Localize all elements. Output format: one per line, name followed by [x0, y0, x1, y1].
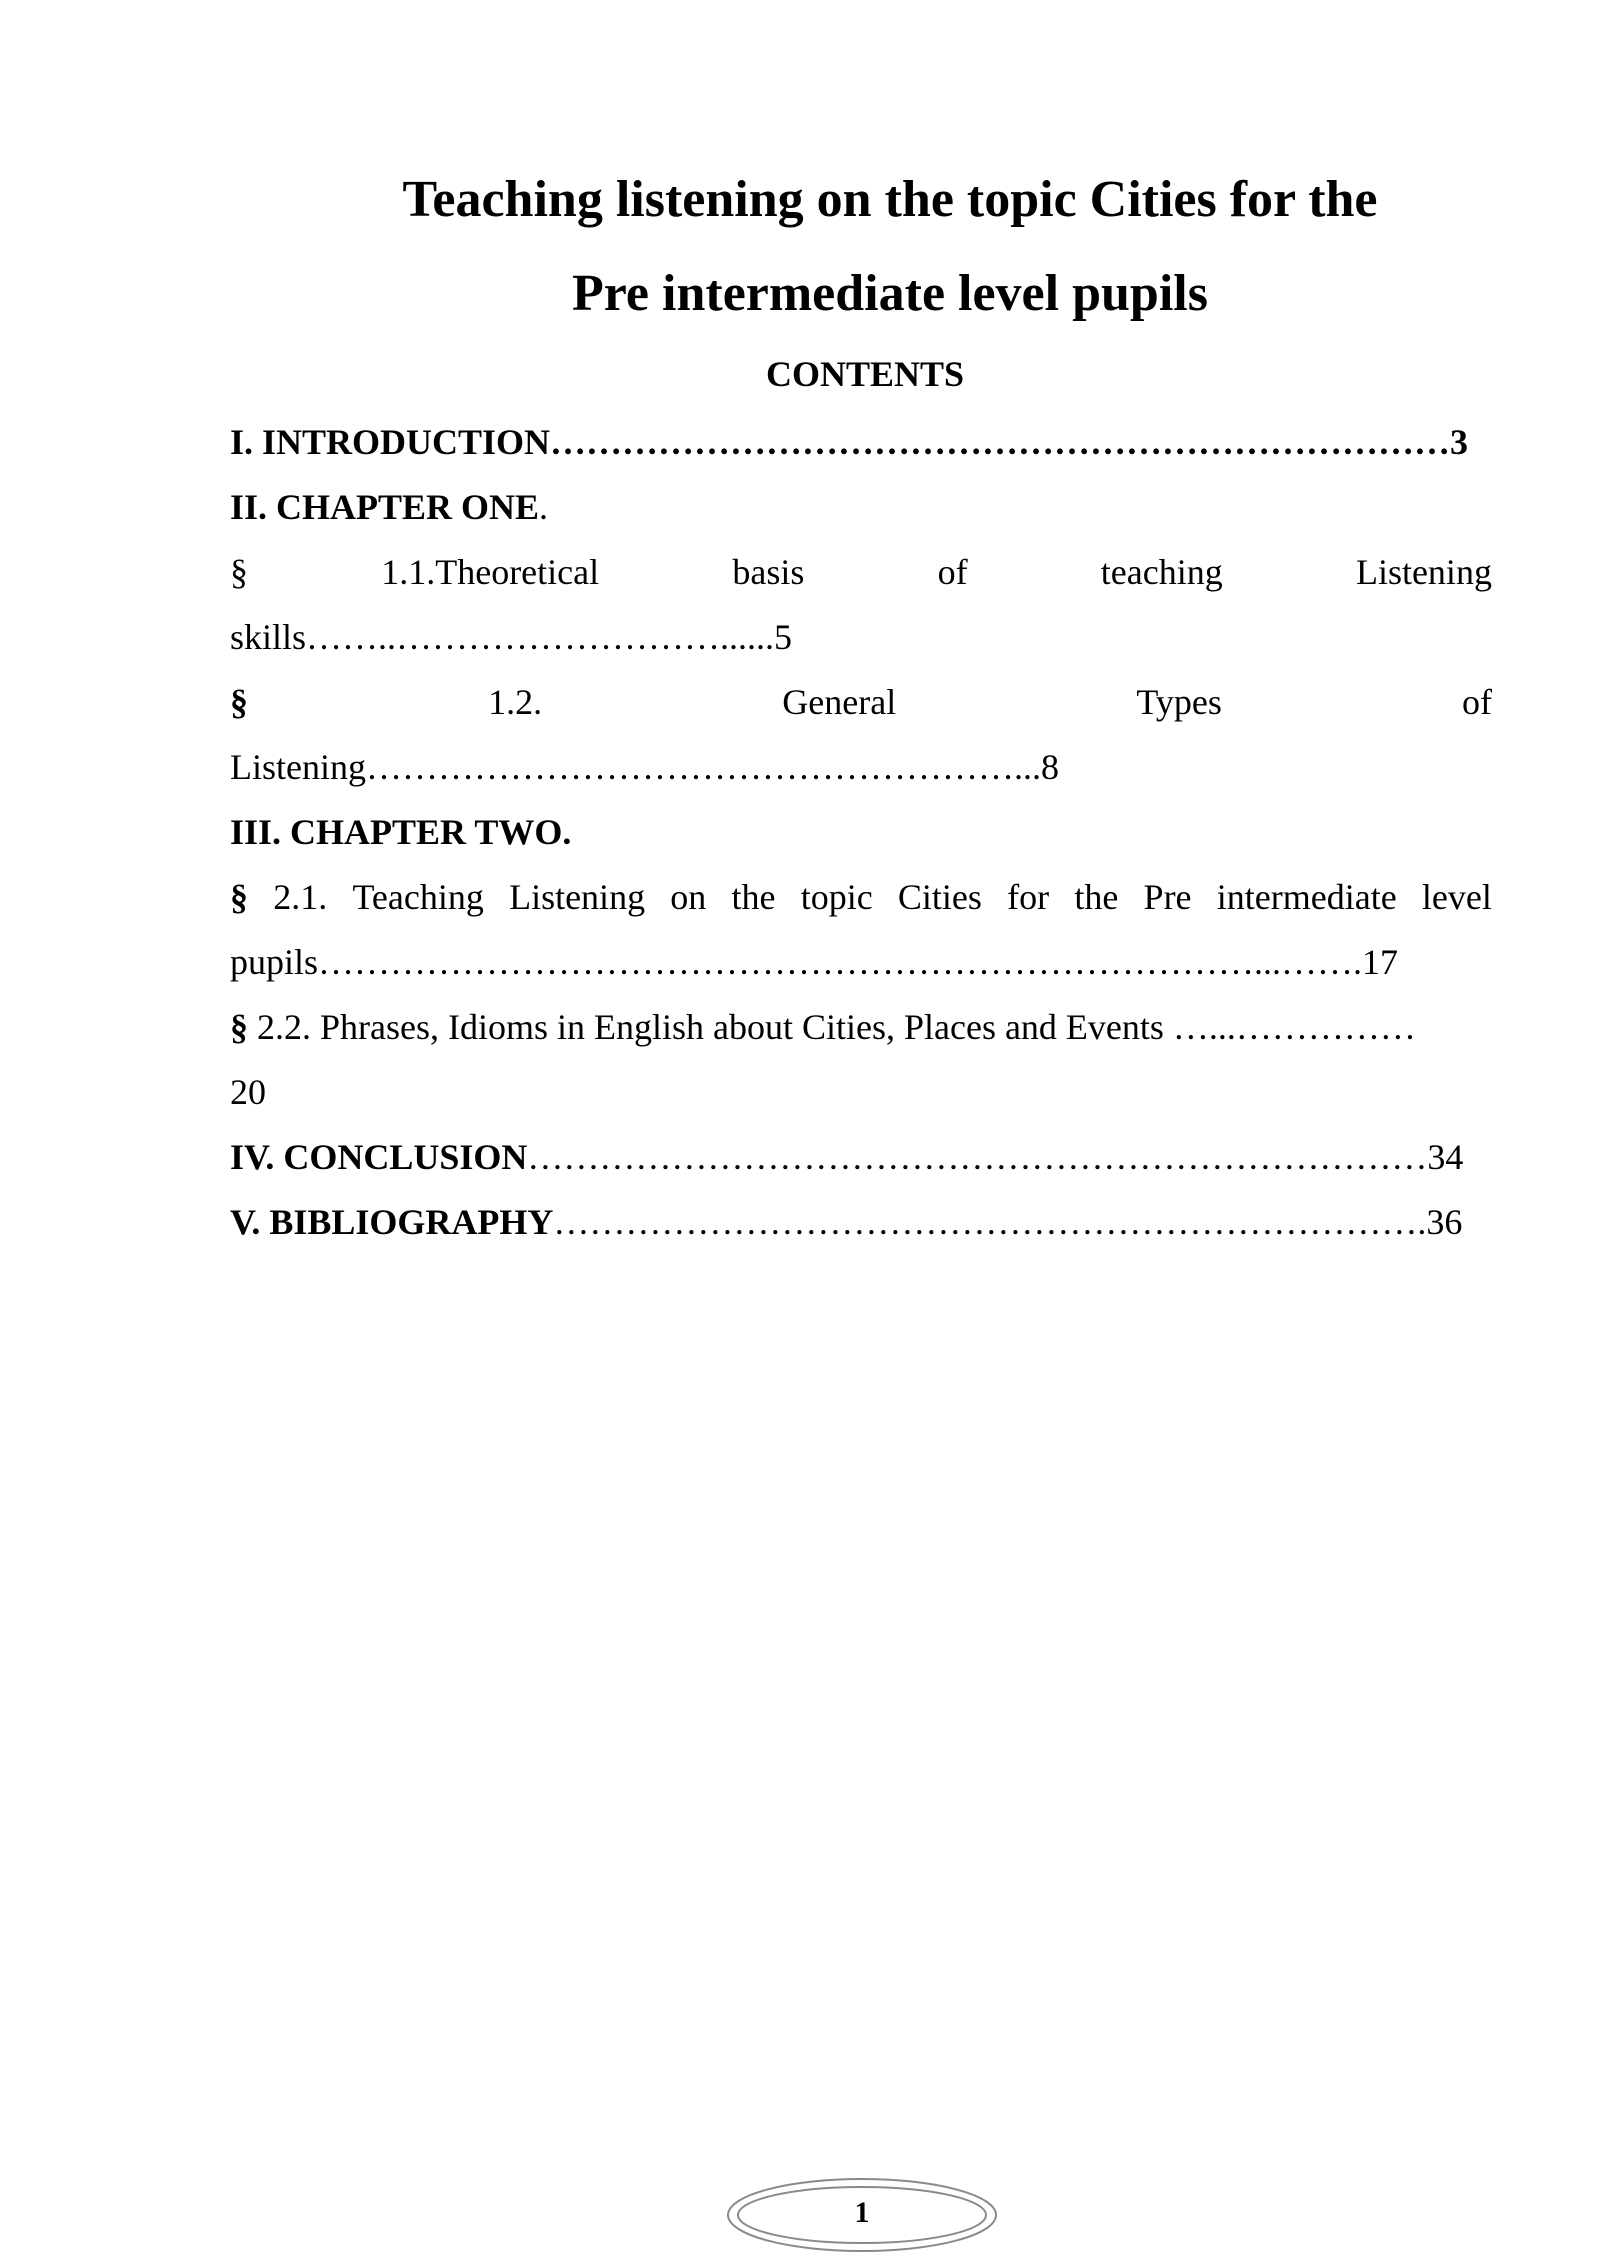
- toc-word: Teaching: [352, 877, 484, 917]
- toc-word: Pre: [1143, 877, 1192, 917]
- toc-word: Types: [1136, 682, 1222, 722]
- document-title-line-1: Teaching listening on the topic Cities for the: [402, 171, 1378, 228]
- toc-word: the: [1074, 877, 1119, 917]
- toc-word: teaching: [1100, 552, 1223, 592]
- toc-word: 1.2.: [488, 682, 543, 722]
- toc-section-2-2-text: 2.2. Phrases, Idioms in English about Cities, Places and Events …...……………: [248, 1007, 1416, 1047]
- toc-word: General: [782, 682, 897, 722]
- toc-word: Cities: [897, 877, 982, 917]
- toc-word: Listening: [509, 877, 646, 917]
- toc-section-1-2-line2: Listening………………………………………………...8: [230, 747, 1059, 787]
- toc-bibliography-dots: ……………………………………………………………….36: [553, 1202, 1463, 1242]
- toc-word: topic: [800, 877, 873, 917]
- toc-chapter-one: [230, 485, 1492, 529]
- toc-word: Listening: [1355, 552, 1492, 592]
- contents-heading: CONTENTS: [765, 354, 965, 394]
- toc-chapter-two: III. CHAPTER TWO.: [230, 812, 572, 852]
- section-sign: §: [230, 877, 248, 917]
- toc-word: level: [1421, 877, 1492, 917]
- toc-word: for: [1007, 877, 1050, 917]
- toc-word: 1.1.Theoretical: [381, 552, 600, 592]
- toc-word: the: [731, 877, 776, 917]
- toc-section-1-1-line2: skills……..………………………......5: [230, 617, 793, 657]
- toc-conclusion-dots: …………………………………………………………………34: [527, 1137, 1464, 1177]
- document-title-line-2: Pre intermediate level pupils: [572, 265, 1208, 322]
- toc-section-2-1-line1: [230, 875, 1492, 919]
- toc-section-2-2-line2: 20: [230, 1072, 266, 1112]
- section-sign: §: [230, 1007, 248, 1047]
- toc-word: of: [937, 552, 968, 592]
- toc-introduction: I. INTRODUCTION…………………………………………………………………3: [230, 422, 1469, 462]
- toc-conclusion-label: IV. CONCLUSION: [230, 1137, 528, 1177]
- toc-word: of: [1461, 682, 1492, 722]
- toc-word: 2.1.: [273, 877, 328, 917]
- toc-section-1-2-line1: [230, 680, 1492, 724]
- toc-chapter-one-dot: .: [539, 487, 549, 527]
- toc-section-2-2-line1: [230, 1005, 1492, 1049]
- toc-chapter-one-label: II. CHAPTER ONE: [230, 487, 540, 527]
- toc-word: on: [670, 877, 707, 917]
- toc-section-2-1-line2: pupils……………………………………………………………………...…….17: [230, 942, 1399, 982]
- toc-bibliography: [230, 1200, 1492, 1244]
- toc-word: intermediate: [1216, 877, 1397, 917]
- page-number-badge: [724, 2175, 1000, 2255]
- section-sign: §: [230, 552, 248, 592]
- toc-word: basis: [732, 552, 805, 592]
- page-number: 1: [854, 2196, 870, 2229]
- toc-conclusion: [230, 1135, 1492, 1179]
- toc-bibliography-label: V. BIBLIOGRAPHY: [230, 1202, 554, 1242]
- toc-section-1-1-line1: [230, 550, 1492, 594]
- section-sign: §: [230, 682, 248, 722]
